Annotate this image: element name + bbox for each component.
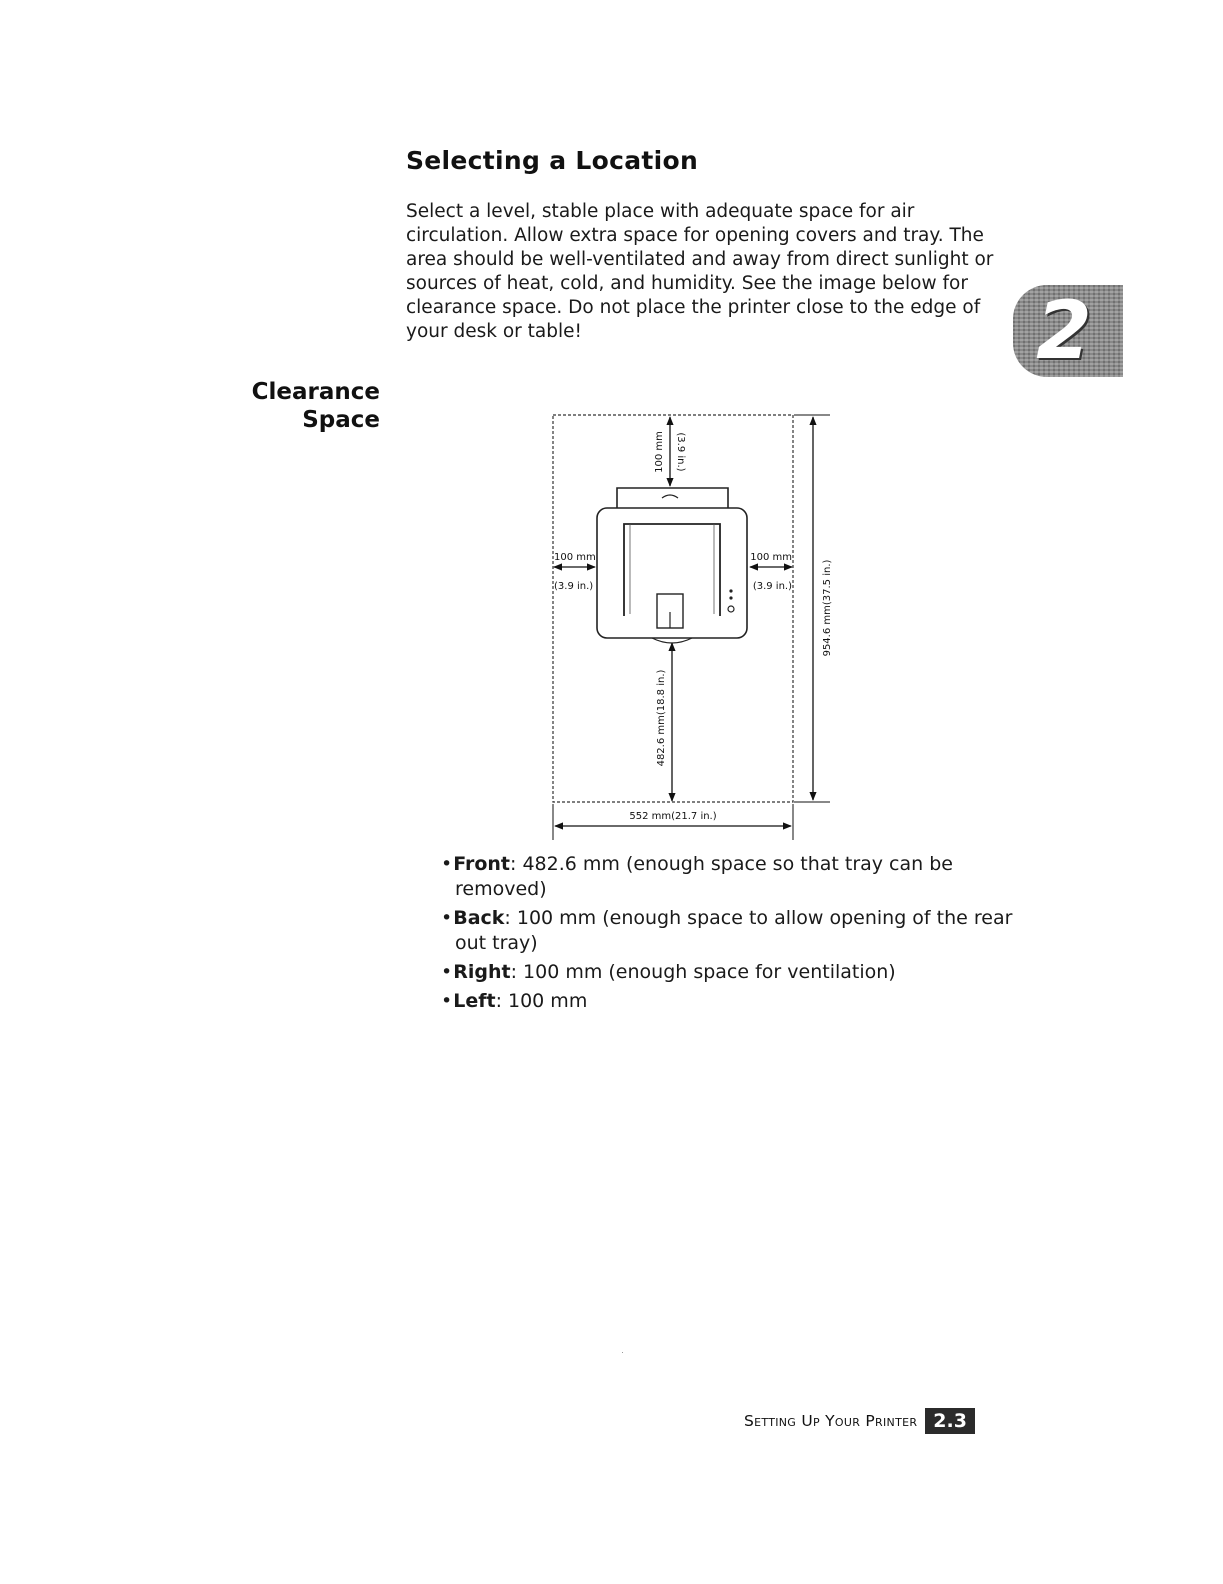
spec-item-right	[441, 960, 1041, 985]
chapter-number: 2	[1036, 284, 1092, 377]
back-clearance-in: (3.9 in.)	[675, 432, 686, 472]
bullet-icon: •	[441, 907, 453, 929]
page-number: 2.3	[925, 1408, 975, 1434]
spec-text: : 100 mm	[495, 990, 588, 1012]
clearance-spec-list	[441, 852, 1041, 1018]
total-width-label: 552 mm(21.7 in.)	[629, 811, 717, 822]
clearance-diagram	[540, 408, 840, 848]
spec-text-continued: out tray)	[455, 932, 538, 954]
right-clearance-mm: 100 mm	[750, 552, 792, 563]
spec-item-left	[441, 989, 1041, 1014]
spec-label: Left	[453, 990, 496, 1012]
intro-paragraph: Select a level, stable place with adequate space for air circulation. Allow extra space for opening covers and tray. The area should be well-ventilated and away from direct sunlight or sources of heat, cold, and humidity. See the image below for clearance space. Do not place the printer close to the edge of your desk or table!	[406, 201, 994, 342]
spec-label: Back	[453, 907, 505, 929]
left-clearance-mm: 100 mm	[554, 552, 596, 563]
spec-text: : 100 mm (enough space for ventilation)	[510, 961, 896, 983]
bullet-icon: •	[441, 990, 453, 1012]
right-clearance-in: (3.9 in.)	[752, 581, 792, 592]
section-heading-line-1: Clearance	[251, 379, 380, 405]
spec-item-front	[441, 852, 1041, 902]
printer-top-view	[597, 488, 747, 643]
spec-text: : 482.6 mm (enough space so that tray can be	[510, 853, 953, 875]
bullet-icon: •	[441, 853, 453, 875]
bullet-icon: •	[441, 961, 453, 983]
section-heading-line-2: Space	[302, 407, 380, 433]
total-depth-label: 954.6 mm(37.5 in.)	[822, 559, 833, 657]
footer-section-title: Setting Up Your Printer	[744, 1412, 918, 1430]
page-footer	[744, 1408, 975, 1434]
spec-label: Front	[453, 853, 511, 875]
back-clearance-mm: 100 mm	[654, 431, 665, 473]
spec-text-continued: removed)	[455, 878, 547, 900]
front-clearance-label: 482.6 mm(18.8 in.)	[656, 669, 667, 767]
scan-speck	[622, 1352, 623, 1353]
spec-text: : 100 mm (enough space to allow opening of the rear	[504, 907, 1013, 929]
section-heading-clearance-space	[230, 378, 380, 434]
spec-label: Right	[453, 961, 511, 983]
left-clearance-in: (3.9 in.)	[554, 581, 594, 592]
spec-item-back	[441, 906, 1041, 956]
chapter-tab-icon	[1013, 285, 1123, 377]
page-title: Selecting a Location	[406, 146, 699, 175]
